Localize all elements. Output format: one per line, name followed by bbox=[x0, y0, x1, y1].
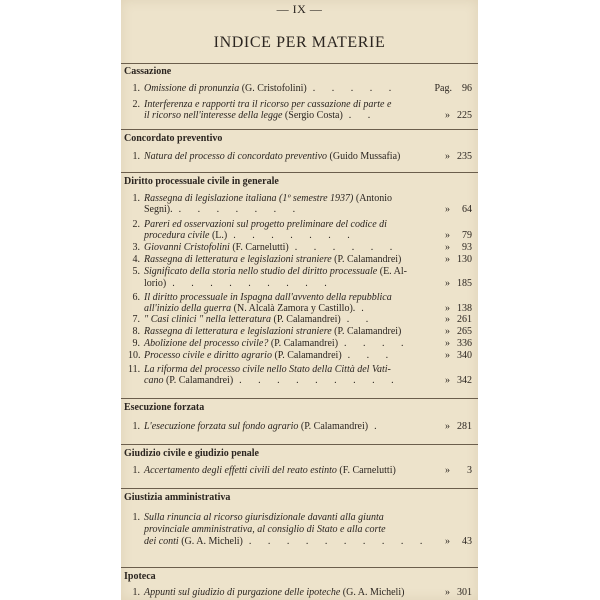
entry-title-line bbox=[144, 151, 400, 162]
page-reference[interactable]: 3 bbox=[467, 465, 472, 476]
entry-author: (G. A. Micheli) bbox=[178, 536, 243, 547]
entry-title-italic: Sulla rinuncia al ricorso giurisdizionale davanti alla giunta bbox=[144, 512, 384, 523]
entry-title-line bbox=[144, 110, 377, 121]
page-prefix: » bbox=[445, 110, 450, 121]
entry-title-italic: Pareri ed osservazioni sul progetto preliminare del codice di bbox=[144, 219, 387, 230]
entry-title-italic: Interferenza e rapporti tra il ricorso per cassazione di parte e bbox=[144, 99, 392, 110]
entry-author: (N. Alcalà Zamora y Castillo). bbox=[231, 303, 356, 314]
page-reference[interactable]: 265 bbox=[457, 326, 472, 337]
entry-title-line bbox=[144, 266, 407, 277]
entry-number: 11. bbox=[128, 364, 141, 375]
entry-title-line bbox=[144, 292, 392, 303]
entry-number: 4. bbox=[132, 254, 140, 265]
entry-title-line bbox=[144, 314, 375, 325]
section-rule bbox=[121, 129, 478, 130]
page-reference[interactable]: 342 bbox=[457, 375, 472, 386]
page-prefix: » bbox=[445, 303, 450, 314]
leader-dots: . . . . . . . . . . bbox=[248, 536, 430, 547]
page-prefix: » bbox=[445, 230, 450, 241]
page-prefix: » bbox=[445, 314, 450, 325]
leader-dots: . . bbox=[346, 314, 376, 325]
entry-title-italic: Rassegna di letteratura e legislazioni straniere bbox=[144, 254, 332, 265]
leader-dots: . bbox=[374, 421, 384, 432]
page-reference[interactable]: 185 bbox=[457, 278, 472, 289]
entry-author: (P. Calamandrei) bbox=[271, 350, 342, 361]
entry-title-italic: La riforma del processo civile nello Stato della Città del Vati- bbox=[144, 364, 391, 375]
entry-number: 1. bbox=[132, 587, 140, 598]
entry-number: 1. bbox=[132, 512, 140, 523]
leader-dots: . . . . . bbox=[312, 83, 399, 94]
entry-title-line bbox=[144, 242, 399, 253]
entry-title-line bbox=[144, 99, 391, 110]
page-prefix: » bbox=[445, 242, 450, 253]
entry-author: (Guido Mussafia) bbox=[327, 151, 401, 162]
entry-title-line bbox=[144, 536, 429, 547]
page-reference[interactable]: 225 bbox=[457, 110, 472, 121]
entry-author: (G. Cristofolini) bbox=[239, 83, 307, 94]
page-prefix: » bbox=[445, 254, 450, 265]
leader-dots: . . . . . . . bbox=[233, 230, 357, 241]
entry-number: 9. bbox=[132, 338, 140, 349]
entry-title-italic: Accertamento degli effetti civili del reato estinto bbox=[144, 465, 337, 476]
entry-title-line bbox=[144, 338, 411, 349]
section-rule bbox=[121, 488, 478, 489]
entry-author: Segni). bbox=[144, 204, 173, 215]
entry-title-line bbox=[144, 254, 401, 265]
entry-title-italic: Giovanni Cristofolini bbox=[144, 242, 230, 253]
page-reference[interactable]: 96 bbox=[462, 83, 472, 94]
entry-author: lorio) bbox=[144, 278, 167, 289]
page-reference[interactable]: 43 bbox=[462, 536, 472, 547]
page-prefix: Pag. bbox=[434, 83, 452, 94]
entry-title-italic: Omissione di pronunzia bbox=[144, 83, 240, 94]
entry-title-italic: cano bbox=[144, 375, 164, 386]
entry-number: 10. bbox=[128, 350, 141, 361]
page-prefix: » bbox=[445, 536, 450, 547]
entry-author: (Antonio bbox=[353, 193, 392, 204]
entry-number: 1. bbox=[132, 193, 140, 204]
page-prefix: » bbox=[445, 350, 450, 361]
section-rule bbox=[121, 398, 478, 399]
section-heading: Diritto processuale civile in generale bbox=[124, 176, 279, 187]
entry-author: (F. Carnelutti) bbox=[229, 242, 289, 253]
leader-dots: . . . . . . . bbox=[178, 204, 303, 215]
section-rule bbox=[121, 444, 478, 445]
page-prefix: » bbox=[445, 326, 450, 337]
page-reference[interactable]: 130 bbox=[457, 254, 472, 265]
entry-title-line bbox=[144, 83, 398, 94]
entry-author: (P. Calamandrei) bbox=[331, 326, 402, 337]
entry-number: 6. bbox=[132, 292, 140, 303]
entry-title-line bbox=[144, 421, 384, 432]
entry-title-italic: Rassegna di letteratura e legislazioni straniere bbox=[144, 326, 332, 337]
entry-number: 1. bbox=[132, 465, 140, 476]
section-heading: Esecuzione forzata bbox=[124, 402, 205, 413]
entry-title-line bbox=[144, 375, 401, 386]
entry-author: (E. Al- bbox=[377, 266, 407, 277]
entry-title-italic: Significato della storia nello studio del diritto processuale bbox=[144, 266, 378, 277]
page-prefix: » bbox=[445, 151, 450, 162]
entry-author: (P. Calamandrei) bbox=[163, 375, 234, 386]
entry-author: (G. A. Micheli) bbox=[340, 587, 405, 598]
entry-author: (P. Calamandrei) bbox=[331, 254, 402, 265]
page-reference[interactable]: 340 bbox=[457, 350, 472, 361]
page-reference[interactable]: 235 bbox=[457, 151, 472, 162]
page-prefix: » bbox=[445, 465, 450, 476]
entry-title-line bbox=[144, 326, 401, 337]
entry-title-italic: " Casi clinici " nella letteratura bbox=[144, 314, 271, 325]
entry-author: (P. Calamandrei) bbox=[268, 338, 339, 349]
section-rule bbox=[121, 63, 478, 64]
entry-title-line bbox=[144, 350, 395, 361]
entry-number: 1. bbox=[132, 151, 140, 162]
page-reference[interactable]: 281 bbox=[457, 421, 472, 432]
entry-title-italic: Processo civile e diritto agrario bbox=[144, 350, 272, 361]
entry-number: 5. bbox=[132, 266, 140, 277]
entry-title-line bbox=[144, 364, 391, 375]
leader-dots: . . . . . . . . . bbox=[239, 375, 401, 386]
entry-title-line bbox=[144, 278, 334, 289]
section-heading: Giustizia amministrativa bbox=[124, 492, 231, 503]
entry-title-line bbox=[144, 465, 396, 476]
entry-number: 1. bbox=[132, 83, 140, 94]
entry-title-line bbox=[144, 303, 371, 314]
entry-number: 2. bbox=[132, 99, 140, 110]
entry-number: 2. bbox=[132, 219, 140, 230]
page-number: — IX — bbox=[276, 2, 323, 16]
page-reference[interactable]: 301 bbox=[457, 587, 472, 598]
entry-title-line bbox=[144, 204, 302, 215]
entry-title-italic: all'inizio della guerra bbox=[144, 303, 232, 314]
page-reference[interactable]: 336 bbox=[457, 338, 472, 349]
section-heading: Cassazione bbox=[124, 66, 172, 77]
entry-title-line bbox=[144, 512, 384, 523]
page-prefix: » bbox=[445, 338, 450, 349]
page-reference[interactable]: 79 bbox=[462, 230, 472, 241]
section-heading: Ipoteca bbox=[124, 571, 156, 582]
leader-dots: . . . . . . . . . bbox=[172, 278, 334, 289]
page-reference[interactable]: 261 bbox=[457, 314, 472, 325]
leader-dots: . . bbox=[348, 110, 378, 121]
page-prefix: » bbox=[445, 587, 450, 598]
page-prefix: » bbox=[445, 421, 450, 432]
page-prefix: » bbox=[445, 278, 450, 289]
entry-title-italic: L'esecuzione forzata sul fondo agrario bbox=[144, 421, 299, 432]
entry-title-line bbox=[144, 219, 387, 230]
page-reference[interactable]: 138 bbox=[457, 303, 472, 314]
index-page bbox=[121, 0, 478, 600]
entry-author: (Sergio Costa) bbox=[282, 110, 343, 121]
entry-author: (P. Calamandrei) bbox=[271, 314, 341, 325]
entry-number: 3. bbox=[132, 242, 140, 253]
page-reference[interactable]: 64 bbox=[462, 204, 472, 215]
entry-title-italic: Abolizione del processo civile? bbox=[144, 338, 269, 349]
entry-number: 7. bbox=[132, 314, 140, 325]
leader-dots: . bbox=[361, 303, 371, 314]
entry-title-line bbox=[144, 524, 386, 535]
entry-title-italic: procedura civile bbox=[144, 230, 210, 241]
entry-author: (F. Carnelutti) bbox=[336, 465, 396, 476]
entry-title-italic: dei conti bbox=[144, 536, 179, 547]
page-reference[interactable]: 93 bbox=[462, 242, 472, 253]
leader-dots: . . . bbox=[347, 350, 396, 361]
page-prefix: » bbox=[445, 375, 450, 386]
entry-title-line bbox=[144, 230, 357, 241]
entry-title-italic: provinciale amministrativa, al consiglio di Stato e alla corte bbox=[144, 524, 386, 535]
entry-number: 1. bbox=[132, 421, 140, 432]
entry-title-italic: il ricorso nell'interesse della legge bbox=[144, 110, 283, 121]
page-title: INDICE PER MATERIE bbox=[213, 34, 386, 51]
page-prefix: » bbox=[445, 204, 450, 215]
entry-title-italic: Il diritto processuale in Ispagna dall'avvento della repubblica bbox=[144, 292, 392, 303]
leader-dots: . . . . . . bbox=[294, 242, 400, 253]
entry-title-italic: Rassegna di legislazione italiana (1º semestre 1937) bbox=[144, 193, 354, 204]
entry-author: (P. Calamandrei) bbox=[298, 421, 369, 432]
leader-dots: . . . . bbox=[344, 338, 411, 349]
section-heading: Giudizio civile e giudizio penale bbox=[124, 448, 259, 459]
entry-title-line bbox=[144, 193, 392, 204]
section-heading: Concordato preventivo bbox=[124, 133, 223, 144]
entry-number: 8. bbox=[132, 326, 140, 337]
section-rule bbox=[121, 172, 478, 173]
section-rule bbox=[121, 567, 478, 568]
entry-title-italic: Natura del processo di concordato preventivo bbox=[144, 151, 328, 162]
entry-title-line bbox=[144, 587, 404, 598]
entry-title-italic: Appunti sul giudizio di purgazione delle ipoteche bbox=[144, 587, 341, 598]
entry-author: (L.) bbox=[209, 230, 228, 241]
